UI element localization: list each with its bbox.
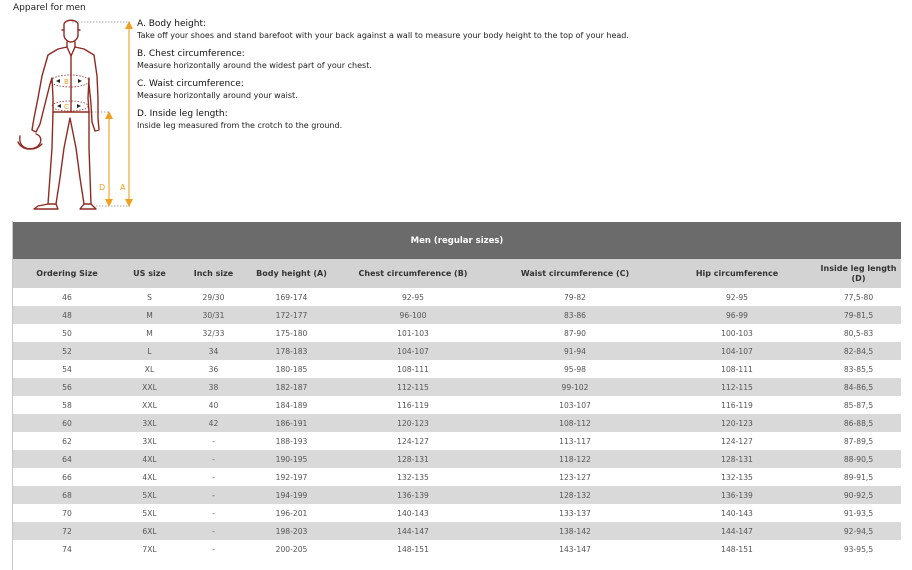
inch-size-cell: -	[178, 468, 249, 486]
hip-cell: 144-147	[658, 522, 816, 540]
chest-cell: 136-139	[334, 486, 492, 504]
body-height-cell: 186-191	[249, 414, 334, 432]
man-silhouette	[18, 20, 99, 209]
us-size-cell: 5XL	[121, 504, 178, 522]
header-inch-size: Inch size	[178, 259, 249, 288]
table-row	[13, 306, 901, 324]
hip-cell: 92-95	[658, 288, 816, 306]
chest-cell: 112-115	[334, 378, 492, 396]
height-arrow-a	[125, 21, 133, 207]
us-size-cell: 4XL	[121, 468, 178, 486]
ordering-size-cell: 66	[13, 468, 121, 486]
inside-leg-cell: 90-92,5	[816, 486, 901, 504]
ordering-size-cell: 46	[13, 288, 121, 306]
body-height-cell: 175-180	[249, 324, 334, 342]
us-size-cell: XL	[121, 360, 178, 378]
inch-size-cell: -	[178, 522, 249, 540]
header-us-size: US size	[121, 259, 178, 288]
hip-cell: 128-131	[658, 450, 816, 468]
table-row	[13, 450, 901, 468]
ordering-size-cell: 54	[13, 360, 121, 378]
inseam-arrow-d	[105, 111, 113, 207]
waist-cell: 123-127	[492, 468, 658, 486]
inside-leg-cell: 80,5-83	[816, 324, 901, 342]
waist-cell: 79-82	[492, 288, 658, 306]
table-row	[13, 378, 901, 396]
waist-cell: 138-142	[492, 522, 658, 540]
waist-cell: 87-90	[492, 324, 658, 342]
inside-leg-cell: 88-90,5	[816, 450, 901, 468]
inside-leg-cell: 77,5-80	[816, 288, 901, 306]
chest-cell: 101-103	[334, 324, 492, 342]
instruction-chest	[137, 49, 737, 71]
chest-cell: 140-143	[334, 504, 492, 522]
header-inside-leg: Inside leg length (D)	[816, 259, 901, 288]
inch-size-cell: -	[178, 450, 249, 468]
table-row	[13, 342, 901, 360]
ordering-size-cell: 60	[13, 414, 121, 432]
table-body	[13, 288, 901, 558]
inch-size-cell: -	[178, 504, 249, 522]
ordering-size-cell: 52	[13, 342, 121, 360]
hip-cell: 136-139	[658, 486, 816, 504]
ordering-size-cell: 74	[13, 540, 121, 558]
waist-cell: 95-98	[492, 360, 658, 378]
header-chest: Chest circumference (B)	[334, 259, 492, 288]
size-table	[13, 259, 901, 558]
inside-leg-cell: 91-93,5	[816, 504, 901, 522]
us-size-cell: 5XL	[121, 486, 178, 504]
chest-marker: B	[64, 78, 69, 86]
instruction-title: D. Inside leg length:	[137, 109, 228, 119]
chest-cell: 148-151	[334, 540, 492, 558]
waist-arrows	[57, 104, 81, 108]
height-marker: A	[120, 183, 126, 192]
header-hip: Hip circumference	[658, 259, 816, 288]
inch-size-cell: 32/33	[178, 324, 249, 342]
inside-leg-cell: 89-91,5	[816, 468, 901, 486]
header-ordering-size: Ordering Size	[13, 259, 121, 288]
table-header-row	[13, 259, 901, 288]
table-caption: Men (regular sizes)	[13, 222, 901, 259]
waist-cell: 108-112	[492, 414, 658, 432]
inch-size-cell: 40	[178, 396, 249, 414]
instruction-body-height	[137, 19, 737, 41]
body-height-cell: 190-195	[249, 450, 334, 468]
table-row	[13, 414, 901, 432]
hip-cell: 104-107	[658, 342, 816, 360]
hip-cell: 116-119	[658, 396, 816, 414]
hip-cell: 108-111	[658, 360, 816, 378]
waist-cell: 83-86	[492, 306, 658, 324]
inside-leg-cell: 82-84,5	[816, 342, 901, 360]
table-row	[13, 540, 901, 558]
instruction-title: B. Chest circumference:	[137, 49, 245, 59]
chest-cell: 124-127	[334, 432, 492, 450]
measurement-instructions	[137, 19, 737, 139]
body-height-cell: 188-193	[249, 432, 334, 450]
measure-bands	[51, 75, 89, 111]
body-height-cell: 169-174	[249, 288, 334, 306]
hip-cell: 100-103	[658, 324, 816, 342]
inch-size-cell: -	[178, 486, 249, 504]
body-height-cell: 178-183	[249, 342, 334, 360]
chest-cell: 116-119	[334, 396, 492, 414]
measurement-figure	[12, 18, 140, 214]
instruction-title: A. Body height:	[137, 19, 207, 29]
us-size-cell: S	[121, 288, 178, 306]
inch-size-cell: 30/31	[178, 306, 249, 324]
hip-cell: 140-143	[658, 504, 816, 522]
instruction-waist	[137, 79, 737, 101]
ordering-size-cell: 56	[13, 378, 121, 396]
instruction-text: Measure horizontally around the widest part of your chest.	[137, 61, 372, 70]
table-row	[13, 504, 901, 522]
ordering-size-cell: 64	[13, 450, 121, 468]
ordering-size-cell: 48	[13, 306, 121, 324]
us-size-cell: 3XL	[121, 414, 178, 432]
chest-cell: 132-135	[334, 468, 492, 486]
us-size-cell: 7XL	[121, 540, 178, 558]
inch-size-cell: 34	[178, 342, 249, 360]
inch-size-cell: -	[178, 540, 249, 558]
inside-leg-cell: 79-81,5	[816, 306, 901, 324]
inch-size-cell: -	[178, 432, 249, 450]
body-height-cell: 172-177	[249, 306, 334, 324]
waist-cell: 118-122	[492, 450, 658, 468]
us-size-cell: 3XL	[121, 432, 178, 450]
body-height-cell: 200-205	[249, 540, 334, 558]
us-size-cell: 6XL	[121, 522, 178, 540]
table-row	[13, 360, 901, 378]
size-chart	[13, 222, 901, 558]
table-row	[13, 288, 901, 306]
ordering-size-cell: 62	[13, 432, 121, 450]
hip-cell: 132-135	[658, 468, 816, 486]
us-size-cell: M	[121, 306, 178, 324]
waist-cell: 128-132	[492, 486, 658, 504]
inside-leg-cell: 87-89,5	[816, 432, 901, 450]
table-row	[13, 324, 901, 342]
instruction-text: Take off your shoes and stand barefoot with your back against a wall to measure your body height to the top of your head.	[137, 31, 629, 40]
inch-size-cell: 42	[178, 414, 249, 432]
table-row	[13, 432, 901, 450]
ordering-size-cell: 70	[13, 504, 121, 522]
ordering-size-cell: 58	[13, 396, 121, 414]
hip-cell: 112-115	[658, 378, 816, 396]
inch-size-cell: 38	[178, 378, 249, 396]
body-height-cell: 184-189	[249, 396, 334, 414]
inside-leg-cell: 86-88,5	[816, 414, 901, 432]
instruction-text: Inside leg measured from the crotch to the ground.	[137, 121, 343, 130]
waist-cell: 133-137	[492, 504, 658, 522]
instruction-inside-leg	[137, 109, 737, 131]
inside-leg-cell: 85-87,5	[816, 396, 901, 414]
page-title: Apparel for men	[13, 3, 86, 13]
waist-cell: 143-147	[492, 540, 658, 558]
inside-leg-cell: 83-85,5	[816, 360, 901, 378]
inch-size-cell: 29/30	[178, 288, 249, 306]
instruction-text: Measure horizontally around your waist.	[137, 91, 298, 100]
ordering-size-cell: 68	[13, 486, 121, 504]
waist-marker: C	[64, 103, 69, 111]
hip-cell: 124-127	[658, 432, 816, 450]
ordering-size-cell: 72	[13, 522, 121, 540]
body-height-cell: 180-185	[249, 360, 334, 378]
inside-leg-cell: 92-94,5	[816, 522, 901, 540]
table-row	[13, 396, 901, 414]
chest-arrows	[56, 79, 82, 83]
us-size-cell: L	[121, 342, 178, 360]
waist-cell: 103-107	[492, 396, 658, 414]
table-row	[13, 486, 901, 504]
hip-cell: 148-151	[658, 540, 816, 558]
body-height-cell: 182-187	[249, 378, 334, 396]
table-row	[13, 522, 901, 540]
chest-cell: 104-107	[334, 342, 492, 360]
us-size-cell: M	[121, 324, 178, 342]
chest-cell: 144-147	[334, 522, 492, 540]
us-size-cell: XXL	[121, 396, 178, 414]
inseam-marker: D	[99, 183, 106, 192]
us-size-cell: XXL	[121, 378, 178, 396]
chest-cell: 120-123	[334, 414, 492, 432]
table-row	[13, 468, 901, 486]
body-height-cell: 194-199	[249, 486, 334, 504]
waist-cell: 91-94	[492, 342, 658, 360]
header-body-height: Body height (A)	[249, 259, 334, 288]
hip-cell: 120-123	[658, 414, 816, 432]
chest-cell: 108-111	[334, 360, 492, 378]
us-size-cell: 4XL	[121, 450, 178, 468]
waist-cell: 113-117	[492, 432, 658, 450]
body-height-cell: 198-203	[249, 522, 334, 540]
header-waist: Waist circumference (C)	[492, 259, 658, 288]
instruction-title: C. Waist circumference:	[137, 79, 244, 89]
body-height-cell: 196-201	[249, 504, 334, 522]
chest-cell: 92-95	[334, 288, 492, 306]
inside-leg-cell: 93-95,5	[816, 540, 901, 558]
body-height-cell: 192-197	[249, 468, 334, 486]
inch-size-cell: 36	[178, 360, 249, 378]
chest-cell: 96-100	[334, 306, 492, 324]
hip-cell: 96-99	[658, 306, 816, 324]
inside-leg-cell: 84-86,5	[816, 378, 901, 396]
waist-cell: 99-102	[492, 378, 658, 396]
chest-cell: 128-131	[334, 450, 492, 468]
ordering-size-cell: 50	[13, 324, 121, 342]
